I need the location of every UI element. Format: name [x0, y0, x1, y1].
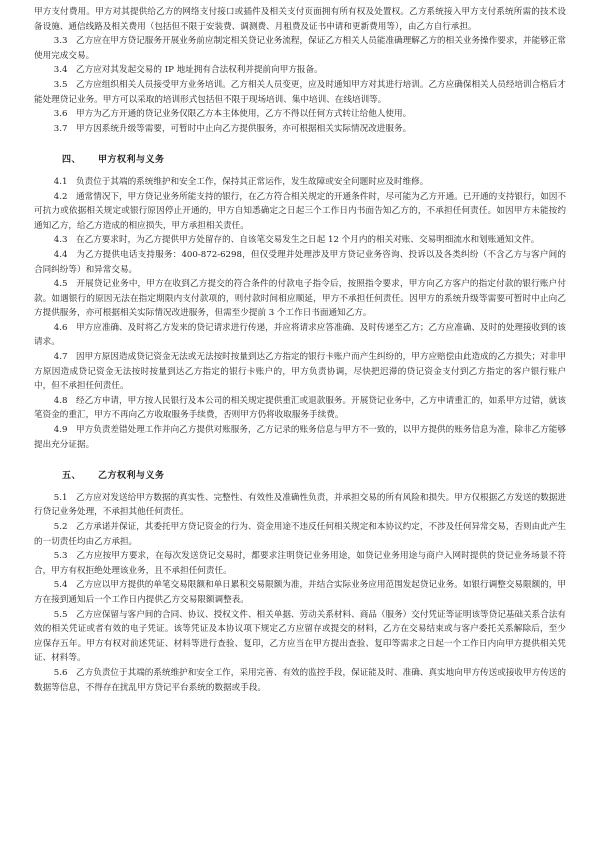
- clause-3-4: 3.4 乙方应对其发起交易的 IP 地址拥有合法权利并提前向甲方报备。: [53, 65, 323, 76]
- clause-5-4: 5.4 乙方应以甲方提供的单笔交易限额和单日累积交易限额为准，并结合实际业务应用范围发起贷记业务。如银行调整交易限额的，甲方在接到通知后一个工作日内提供乙方交易限额调整表。: [34, 580, 566, 605]
- clause-3-7: 3.7 甲方因系统升级等需要，可暂时中止向乙方提供服务，亦可根据相关实际情况改进服务。: [53, 123, 412, 134]
- section-heading-5: [34, 469, 566, 484]
- clause-4-1: 4.1 负责位于其端的系统维护和安全工作，保持其正常运作，发生故障或安全问题时应及时维修。: [53, 176, 429, 187]
- clause-5-1: 5.1 乙方应对发送给甲方数据的真实性、完整性、有效性及准确性负责，并承担交易的所有风险和损失。甲方仅根据乙方发送的数据进行贷记业务处理，不承担其他任何责任。: [34, 492, 566, 518]
- clause-4-5: 4.5 开展贷记业务中，甲方在收到乙方提交的符合条件的付款电子指令后，按照指令要求，甲方向乙方客户的指定付款的银行账户付款。如遇银行的原因无法在指定期限内支付款项的，则付款时间相应顺延，甲方不承担任何责任。因甲方的系统升级等需要可暂时中止向乙方提供服务，亦可根据相关实际情况改进服务，但需至少提前 3 个工作日书面通知乙方。: [34, 279, 566, 319]
- clause-4-2: 4.2 通常情况下，甲方贷记业务所能支持的银行，在乙方符合相关规定的开通条件时，尽可能为乙方开通。已开通的支持银行，如因不可抗力或依据相关规定或银行原因停止开通的，甲方自知悉确定之日起三个工作日内书面告知乙方的，不承担任何责任。如因甲方未能按约通知乙方，给乙方造成的相应损失，甲方承担相关责任。: [34, 191, 566, 231]
- clause-5-5: 5.5 乙方应保留与客户间的合同、协议、授权文件、相关单据、劳动关系材料、商品（服务）交付凭证等证明该等贷记基础关系合法有效的相关凭证或者有效的电子凭证。该等凭证及本协议项下规定乙方应留存或提交的材料，乙方在交易结束或与客户委托关系解除后，至少应保存五年。甲方有权对前述凭证、材料等进行查验、复印，乙方应当在甲方提出查验、复印等需求之日起一个工作日内向甲方提供相关凭证、材料等。: [34, 609, 566, 664]
- intro-clauses: [34, 5, 566, 136]
- clause-3-5: 3.5 乙方应组织相关人员接受甲方业务培训。乙方相关人员变更，应及时通知甲方对其进行培训。乙方应确保相关人员经培训合格后才能处理贷记业务。甲方可以采取的培训形式包括但不限于现场培训、集中培训、在线培训等。: [34, 79, 566, 105]
- clause-5-2: 5.2 乙方承诺并保证，其委托甲方贷记资金的行为、资金用途不违反任何相关规定和本协议约定，不涉及任何异常交易，否则由此产生的一切责任均由乙方承担。: [34, 522, 566, 547]
- section-title: 甲方权利与义务: [98, 155, 165, 166]
- clause-5-6: 5.6 乙方负责位于其端的系统维护和安全工作，采用完善、有效的监控手段，保证能及时、准确、真实地向甲方传送或接收甲方传送的数据等信息，不得存在扰乱甲方贷记平台系统的数据或手段。: [34, 667, 566, 693]
- section-heading-4: [34, 153, 566, 168]
- section-5-clauses: [34, 491, 566, 695]
- clause-4-4: 4.4 为乙方提供电话支持服务：400-872-6298，但仅受理并处理涉及甲方贷记业务咨询、投诉以及各类纠纷（不含乙方与客户间的合同纠纷等）和异常交易。: [34, 249, 566, 275]
- section-number: 五、: [62, 471, 82, 482]
- clause-continuation: 甲方支付费用。甲方对其提供给乙方的网络支付接口或插件及相关支付页面拥有所有权及处置权。乙方系统接入甲方支付系统所需的技术设备设施、通信线路及相关费用（包括但不限于安装费、调测费、月租费及证书申请和更新费用等），由乙方自行承担。: [34, 7, 566, 32]
- clause-4-8: 4.8 经乙方申请，甲方按人民银行及本公司的相关规定提供重汇或退款服务。开展贷记业务中，乙方申请重汇的，如系甲方过错，就该笔资金的重汇，甲方不再向乙方收取服务手续费，否则甲方仍将收取服务手续费。: [34, 395, 566, 421]
- section-4-clauses: [34, 175, 566, 452]
- clause-4-9: 4.9 甲方负责差错处理工作并向乙方提供对账服务，乙方记录的账务信息与甲方不一致的，以甲方提供的账务信息为准，除非乙方能够提出充分证据。: [34, 425, 566, 450]
- clause-4-3: 4.3 在乙方要求时，为乙方提供甲方处留存的、自该笔交易发生之日起 12 个月内的相关对账、交易明细流水和划账通知文件。: [53, 235, 540, 246]
- section-title: 乙方权利与义务: [98, 471, 165, 482]
- clause-3-3: 3.3 乙方应在甲方贷记服务开展业务前应制定相关贷记业务流程，保证乙方相关人员能准确理解乙方的相关业务操作要求，并能够正常使用完成交易。: [34, 36, 566, 61]
- section-number: 四、: [62, 155, 82, 166]
- clause-4-6: 4.6 甲方应准确、及时将乙方发来的贷记请求进行传递，并应将请求应答准确、及时传递至乙方；乙方应准确、及时的处理接收到的该请求。: [34, 322, 566, 348]
- clause-5-3: 5.3 乙方应按甲方要求，在每次发送贷记交易时，都要求注明贷记业务用途，如贷记业务用途与商户入网时提供的贷记业务场景不符合，甲方有权拒绝处理该业务，且不承担任何责任。: [34, 551, 566, 576]
- clause-4-7: 4.7 因甲方原因造成贷记资金无法或无法按时按量到达乙方指定的银行卡账户而产生纠纷的，甲方应赔偿由此造成的乙方损失；对非甲方原因造成贷记资金无法按时按量到达乙方指定的银行卡账户的，甲方负责协调，尽快把迟滞的贷记资金支付到乙方指定的客户银行账户中，但不承担任何责任。: [34, 352, 566, 392]
- clause-3-6: 3.6 甲方为乙方开通的贷记业务仅限乙方本主体使用，乙方不得以任何方式转让给他人使用。: [53, 109, 412, 120]
